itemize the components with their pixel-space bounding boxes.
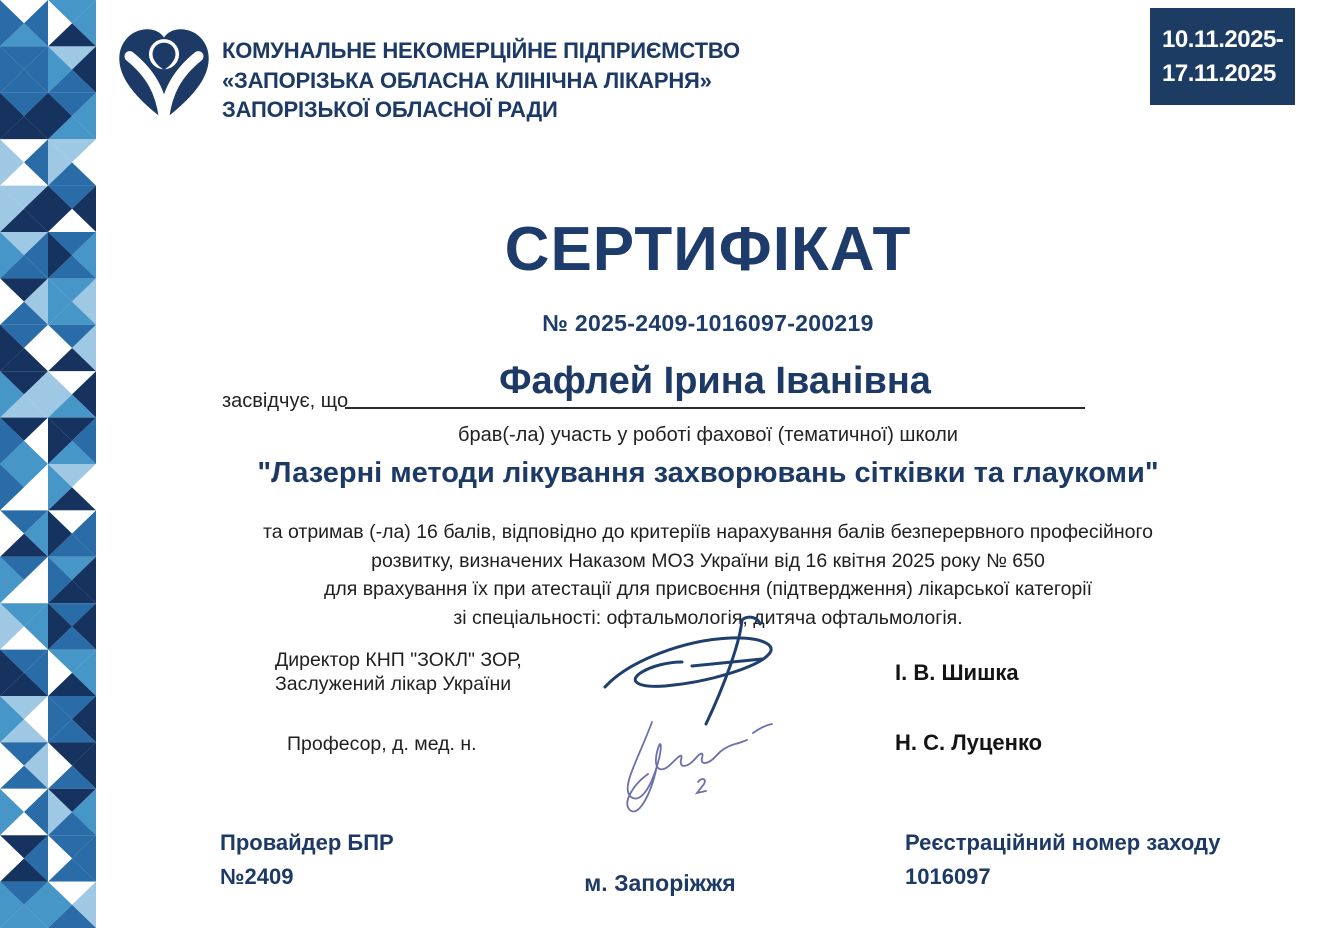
registration-number-value: 1016097 xyxy=(905,864,991,889)
details-line-4: зі спеціальності: офтальмологія, дитяча офтальмологія. xyxy=(453,606,963,629)
details-line-1: та отримав (-ла) 16 балів, відповідно до критеріїв нарахування балів безперервного професійного xyxy=(263,521,1153,543)
recipient-name: Фафлей Ірина Іванівна xyxy=(499,360,931,402)
provider-label: Провайдер БПР xyxy=(220,830,394,855)
recipient-name-underline xyxy=(345,407,1085,409)
signatory-role-professor: Професор, д. мед. н. xyxy=(287,733,477,755)
provider-number: №2409 xyxy=(220,864,294,889)
signatory-name-director: І. В. Шишка xyxy=(895,660,1019,685)
certificate-number: № 2025-2409-1016097-200219 xyxy=(542,310,874,336)
handwritten-signatures xyxy=(590,612,880,827)
triangle-mosaic-decoration xyxy=(0,0,96,928)
participation-line: брав(-ла) участь у роботі фахової (тематичної) школи xyxy=(458,424,958,446)
date-range-line-2: 17.11.2025 xyxy=(1162,60,1276,87)
signatory-role-director xyxy=(275,648,522,696)
signature-professor xyxy=(627,722,772,812)
registration-number-label: Реєстраційний номер заходу xyxy=(905,830,1221,855)
certifies-label: засвідчує, що xyxy=(222,390,349,412)
certificate-title: СЕРТИФІКАТ xyxy=(504,215,912,284)
role-director-line-1: Директор КНП "ЗОКЛ" ЗОР, xyxy=(275,649,522,671)
role-director-line-2: Заслужений лікар України xyxy=(275,673,512,695)
org-name-line-1: КОМУНАЛЬНЕ НЕКОМЕРЦІЙНЕ ПІДПРИЄМСТВО xyxy=(222,38,740,63)
details-line-2: розвитку, визначених Наказом МОЗ України від 16 квітня 2025 року № 650 xyxy=(371,549,1045,572)
org-name-line-2: «ЗАПОРІЗЬКА ОБЛАСНА КЛІНІЧНА ЛІКАРНЯ» xyxy=(222,67,712,93)
date-range-line-1: 10.11.2025- xyxy=(1162,26,1284,53)
org-name-line-3: ЗАПОРІЗЬКОЇ ОБЛАСНОЇ РАДИ xyxy=(222,97,558,122)
course-title: "Лазерні методи лікування захворювань сітківки та глаукоми" xyxy=(257,457,1159,489)
signatory-name-professor: Н. С. Луценко xyxy=(895,730,1043,755)
organization-name xyxy=(222,36,740,125)
details-line-3: для врахування їх при атестації для присвоєння (підтвердження) лікарської категорії xyxy=(323,578,1093,600)
signature-director xyxy=(605,617,771,724)
heart-person-logo-icon xyxy=(112,22,216,126)
event-date-range-badge xyxy=(1150,8,1295,105)
city-label: м. Запоріжжя xyxy=(584,870,736,896)
